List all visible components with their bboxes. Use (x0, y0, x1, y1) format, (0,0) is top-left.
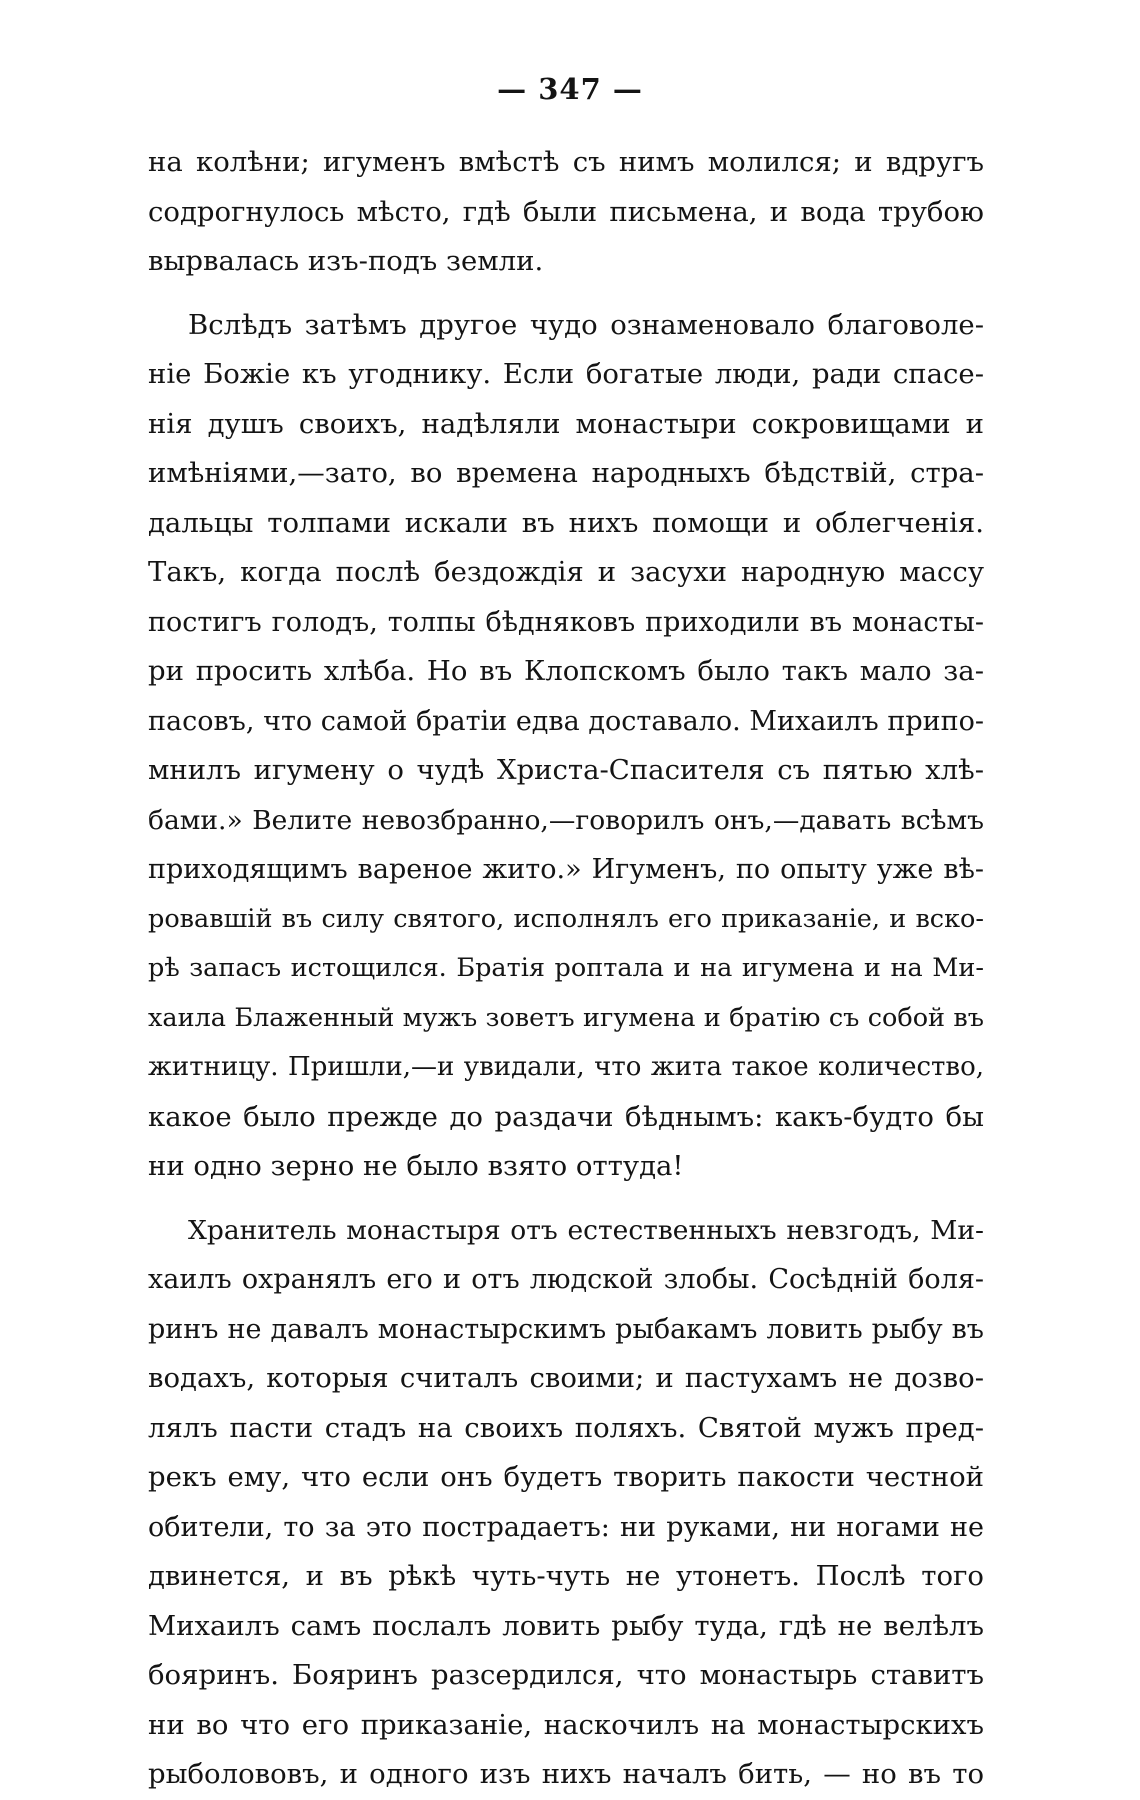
text-line: пасовъ, что самой братіи едва доставало. Михаилъ припо- (148, 705, 984, 737)
text-line: ринъ не давалъ монастырскимъ рыбакамъ ловить рыбу въ (148, 1313, 984, 1345)
text-line: рѣ запасъ истощился. Братія роптала и на игумена и на Ми- (148, 953, 984, 983)
text-line: рыболововъ, и одного изъ нихъ началъ бить, — но въ то (148, 1758, 984, 1790)
text-line: обители, то за это пострадаетъ: ни руками, ни ногами не (148, 1511, 984, 1543)
paragraph-3 (148, 1206, 984, 1800)
text-line: мнилъ игумену о чудѣ Христа-Спасителя съ пятью хлѣ- (148, 754, 984, 786)
text-line: ніе Божіе къ угоднику. Если богатые люди, ради спасе- (148, 358, 984, 390)
text-line: ри просить хлѣба. Но въ Клопскомъ было такъ мало за- (148, 655, 984, 687)
text-line: водахъ, которыя считалъ своими; и пастухамъ не дозво- (148, 1362, 984, 1394)
text-line: ни одно зерно не было взято оттуда! (148, 1150, 684, 1182)
text-line: нія душъ своихъ, надѣляли монастыри сокровищами и (148, 407, 984, 440)
paragraph-2 (148, 301, 984, 1192)
text-line: хаила Блаженный мужъ зоветъ игумена и братію съ собой въ (148, 1002, 984, 1033)
text-line: рекъ ему, что если онъ будетъ творить пакости честной (148, 1461, 984, 1493)
paragraph-gap (148, 1192, 984, 1206)
text-line: какое было прежде до раздачи бѣднымъ: какъ-будто бы (148, 1100, 984, 1133)
text-line: бами.» Велите невозбранно,—говорилъ онъ,—давать всѣмъ (148, 804, 984, 836)
text-line: Михаилъ самъ послалъ ловить рыбу туда, гдѣ не велѣлъ (148, 1609, 984, 1642)
text-line: постигъ голодъ, толпы бѣдняковъ приходили въ монасты- (148, 606, 984, 638)
text-line: Вслѣдъ затѣмъ другое чудо ознаменовало благоволе- (188, 308, 984, 341)
text-line: хаилъ охранялъ его и отъ людской злобы. Сосѣдній боля- (148, 1264, 984, 1295)
paragraph-1 (148, 138, 984, 287)
text-line: приходящимъ вареное жито.» Игуменъ, по опыту уже вѣ- (148, 854, 984, 885)
text-line: имѣніями,—зато, во времена народныхъ бѣдствій, стра- (148, 457, 984, 489)
paragraph-gap (148, 287, 984, 301)
text-line: содрогнулось мѣсто, гдѣ были письмена, и вода трубою (148, 195, 984, 228)
text-line: вырвалась изъ-подъ земли. (148, 245, 544, 277)
text-line: двинется, и въ рѣкѣ чуть-чуть не утонетъ. Послѣ того (148, 1560, 984, 1592)
text-line: Такъ, когда послѣ бездождія и засухи народную массу (148, 556, 984, 588)
page-number: — 347 — (497, 72, 643, 106)
text-line: ни во что его приказаніе, наскочилъ на монастырскихъ (148, 1708, 984, 1741)
text-line: Хранитель монастыря отъ естественныхъ невзгодъ, Ми- (188, 1214, 984, 1246)
page-text (148, 138, 984, 1800)
text-line: бояринъ. Бояринъ разсердился, что монастырь ставитъ (148, 1659, 984, 1691)
text-line: на колѣни; игуменъ вмѣстѣ съ нимъ молился; и вдругъ (148, 146, 984, 178)
text-line: дальцы толпами искали въ нихъ помощи и облегченія. (148, 506, 984, 539)
text-line: ровавшій въ силу святого, исполнялъ его приказаніе, и вско- (148, 903, 984, 934)
text-line: лялъ пасти стадъ на своихъ поляхъ. Святой мужъ пред- (148, 1411, 984, 1444)
text-line: житницу. Пришли,—и увидали, что жита такое количество, (148, 1052, 984, 1082)
